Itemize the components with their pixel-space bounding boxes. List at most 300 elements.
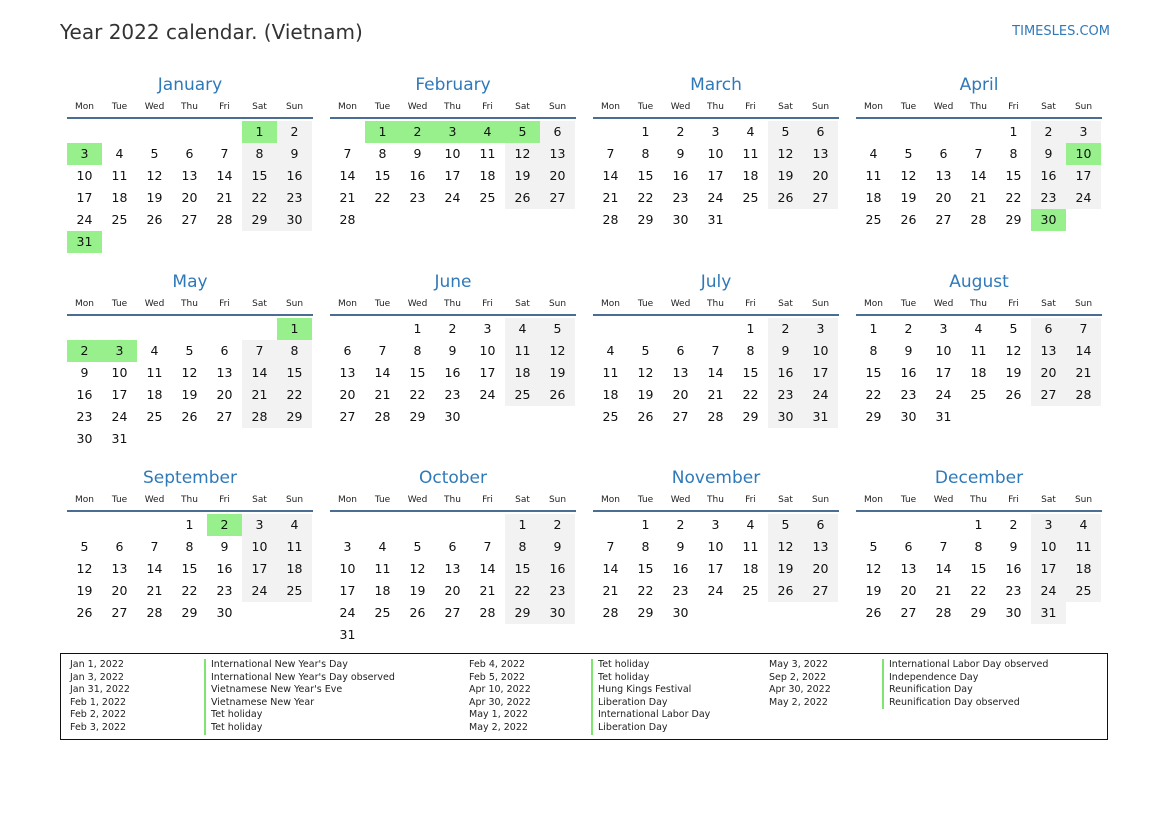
day-cell: 2 <box>540 514 575 536</box>
day-cell: 19 <box>768 165 803 187</box>
day-cell: 25 <box>374 605 391 620</box>
day-cell: 29 <box>181 605 198 620</box>
day-cell: 20 <box>900 583 917 598</box>
day-empty <box>663 318 698 340</box>
day-cell: 20 <box>111 583 128 598</box>
day-cell: 2 <box>676 124 685 139</box>
weekday-label: Fri <box>745 299 756 309</box>
month-name: July <box>700 272 732 292</box>
day-empty <box>891 514 926 536</box>
day-cell: 15 <box>409 365 426 380</box>
weekday-label: Mon <box>864 495 883 505</box>
day-cell: 27 <box>540 187 575 209</box>
holiday-legend <box>60 653 1108 740</box>
weekday-label: Fri <box>482 299 493 309</box>
legend-holiday-name: International New Year's Day <box>204 659 395 672</box>
weekday-label: Thu <box>707 102 724 112</box>
day-cell: 28 <box>602 212 619 227</box>
weekday-label: Wed <box>933 299 954 309</box>
day-cell: 22 <box>374 190 391 205</box>
weekday-label: Mon <box>601 299 620 309</box>
day-cell: 11 <box>505 340 540 362</box>
day-cell: 20 <box>339 387 356 402</box>
day-cell: 22 <box>181 583 198 598</box>
legend-date: Jan 1, 2022 <box>70 659 124 670</box>
week-row <box>330 143 576 165</box>
day-cell: 30 <box>672 212 689 227</box>
weekday-label: Fri <box>219 495 230 505</box>
day-empty <box>207 121 242 143</box>
day-holiday: 5 <box>505 121 540 143</box>
day-cell: 20 <box>181 190 198 205</box>
weekday-label: Fri <box>1008 299 1019 309</box>
day-cell: 16 <box>216 561 233 576</box>
day-cell: 19 <box>1005 365 1022 380</box>
day-cell: 6 <box>1031 318 1066 340</box>
day-cell: 16 <box>768 362 803 384</box>
weekday-label: Fri <box>1008 495 1019 505</box>
legend-holiday-name: Tet holiday <box>591 659 710 672</box>
weekday-header <box>67 294 313 316</box>
week-row <box>67 121 313 143</box>
weekday-label: Thu <box>181 102 198 112</box>
day-cell: 4 <box>746 124 755 139</box>
day-cell: 28 <box>970 212 987 227</box>
weekday-label: Mon <box>75 495 94 505</box>
day-cell: 24 <box>76 212 93 227</box>
day-cell: 21 <box>216 190 233 205</box>
weekday-header <box>593 490 839 512</box>
day-cell: 9 <box>80 365 89 380</box>
week-row <box>856 143 1102 165</box>
day-cell: 11 <box>479 146 496 161</box>
day-empty <box>891 121 926 143</box>
legend-holiday-name: Hung Kings Festival <box>591 684 710 697</box>
legend-date: Feb 2, 2022 <box>70 709 127 721</box>
day-empty <box>926 514 961 536</box>
month-august <box>856 270 1102 428</box>
weekday-label: Sun <box>285 102 304 112</box>
day-holiday: 4 <box>470 121 505 143</box>
day-cell: 20 <box>803 558 838 580</box>
day-cell: 14 <box>374 365 391 380</box>
day-cell: 11 <box>374 561 391 576</box>
day-empty <box>593 121 628 143</box>
day-cell: 24 <box>111 409 128 424</box>
day-cell: 28 <box>339 212 356 227</box>
day-cell: 26 <box>900 212 917 227</box>
day-cell: 27 <box>444 605 461 620</box>
day-cell: 25 <box>277 580 312 602</box>
week-row <box>330 121 576 143</box>
site-link[interactable]: TIMESLES.COM <box>1012 24 1110 39</box>
week-row <box>67 384 313 406</box>
day-holiday: 1 <box>365 121 400 143</box>
week-row <box>593 121 839 143</box>
month-may <box>67 270 313 450</box>
weekday-label: Sat <box>1041 495 1056 505</box>
day-cell: 12 <box>540 340 575 362</box>
day-cell: 15 <box>242 165 277 187</box>
legend-holiday-name: Independence Day <box>882 672 1048 685</box>
day-cell: 22 <box>277 384 312 406</box>
day-cell: 16 <box>277 165 312 187</box>
day-cell: 1 <box>974 517 983 532</box>
day-cell: 8 <box>869 343 878 358</box>
legend-holiday-name: Liberation Day <box>591 722 710 735</box>
legend-date: Apr 30, 2022 <box>769 684 831 696</box>
day-cell: 12 <box>181 365 198 380</box>
month-october <box>330 466 576 646</box>
day-cell: 21 <box>707 387 724 402</box>
day-empty <box>365 514 400 536</box>
day-cell: 25 <box>742 190 759 205</box>
legend-holiday-name: Vietnamese New Year <box>204 697 395 710</box>
day-empty <box>435 514 470 536</box>
day-cell: 7 <box>939 539 948 554</box>
day-cell: 2 <box>277 121 312 143</box>
day-cell: 6 <box>803 121 838 143</box>
week-row <box>593 318 839 340</box>
week-row <box>856 514 1102 536</box>
day-cell: 8 <box>378 146 387 161</box>
day-cell: 12 <box>900 168 917 183</box>
day-cell: 14 <box>146 561 163 576</box>
day-cell: 17 <box>707 561 724 576</box>
day-empty <box>365 318 400 340</box>
day-empty <box>67 514 102 536</box>
day-cell: 5 <box>80 539 89 554</box>
week-row <box>593 406 839 428</box>
day-cell: 30 <box>444 409 461 424</box>
day-cell: 13 <box>803 536 838 558</box>
day-cell: 22 <box>505 580 540 602</box>
week-row <box>593 362 839 384</box>
weekday-label: Tue <box>111 495 128 505</box>
day-cell: 24 <box>707 583 724 598</box>
day-cell: 9 <box>540 536 575 558</box>
weekday-label: Sat <box>515 102 530 112</box>
weekday-label: Sun <box>1074 102 1093 112</box>
weekday-label: Sun <box>811 299 830 309</box>
week-row <box>67 580 313 602</box>
day-cell: 6 <box>185 146 194 161</box>
day-cell: 12 <box>865 561 882 576</box>
day-cell: 4 <box>974 321 983 336</box>
month-september <box>67 466 313 624</box>
day-cell: 5 <box>641 343 650 358</box>
day-cell: 5 <box>904 146 913 161</box>
day-cell: 22 <box>242 187 277 209</box>
day-cell: 9 <box>904 343 913 358</box>
day-empty <box>102 318 137 340</box>
weekday-label: Thu <box>707 495 724 505</box>
week-row <box>330 536 576 558</box>
day-cell: 8 <box>974 539 983 554</box>
day-cell: 22 <box>637 583 654 598</box>
day-cell: 1 <box>185 517 194 532</box>
weekday-label: Thu <box>181 299 198 309</box>
day-empty <box>207 318 242 340</box>
day-empty <box>593 318 628 340</box>
weekday-label: Tue <box>900 102 917 112</box>
day-cell: 17 <box>111 387 128 402</box>
day-cell: 4 <box>115 146 124 161</box>
day-cell: 29 <box>505 602 540 624</box>
day-cell: 8 <box>746 343 755 358</box>
day-cell: 28 <box>479 605 496 620</box>
weekday-label: Mon <box>75 102 94 112</box>
weekday-header <box>67 490 313 512</box>
day-cell: 7 <box>483 539 492 554</box>
month-name: August <box>949 272 1009 292</box>
day-cell: 1 <box>1009 124 1018 139</box>
day-cell: 14 <box>707 365 724 380</box>
week-row <box>856 165 1102 187</box>
day-cell: 2 <box>676 517 685 532</box>
day-cell: 21 <box>970 190 987 205</box>
day-empty <box>172 121 207 143</box>
day-cell: 20 <box>672 387 689 402</box>
week-row <box>330 558 576 580</box>
day-cell: 27 <box>803 187 838 209</box>
day-cell: 29 <box>742 409 759 424</box>
day-cell: 21 <box>1066 362 1101 384</box>
day-cell: 26 <box>76 605 93 620</box>
month-november <box>593 466 839 624</box>
day-cell: 18 <box>277 558 312 580</box>
day-cell: 30 <box>540 602 575 624</box>
day-cell: 15 <box>505 558 540 580</box>
day-cell: 7 <box>150 539 159 554</box>
weekday-label: Wed <box>933 495 954 505</box>
legend-date: Apr 30, 2022 <box>469 696 531 708</box>
weekday-label: Tue <box>111 299 128 309</box>
day-holiday: 3 <box>435 121 470 143</box>
week-row <box>856 209 1102 231</box>
day-cell: 3 <box>803 318 838 340</box>
day-cell: 27 <box>339 409 356 424</box>
weekday-label: Fri <box>745 102 756 112</box>
day-cell: 28 <box>1066 384 1101 406</box>
day-cell: 17 <box>1066 165 1101 187</box>
day-cell: 10 <box>803 340 838 362</box>
day-cell: 16 <box>409 168 426 183</box>
week-row <box>330 580 576 602</box>
weekday-label: Thu <box>970 299 987 309</box>
day-cell: 19 <box>540 362 575 384</box>
day-cell: 16 <box>1005 561 1022 576</box>
weekday-label: Tue <box>374 495 391 505</box>
day-cell: 13 <box>216 365 233 380</box>
day-cell: 26 <box>146 212 163 227</box>
weekday-label: Wed <box>407 495 428 505</box>
day-cell: 21 <box>602 190 619 205</box>
week-row <box>330 318 576 340</box>
day-cell: 17 <box>803 362 838 384</box>
day-cell: 23 <box>672 583 689 598</box>
weekday-label: Sat <box>252 299 267 309</box>
weekday-label: Tue <box>637 299 654 309</box>
day-empty <box>330 514 365 536</box>
day-cell: 17 <box>935 365 952 380</box>
day-cell: 7 <box>343 146 352 161</box>
day-cell: 9 <box>413 146 422 161</box>
day-cell: 16 <box>76 387 93 402</box>
day-cell: 9 <box>1031 143 1066 165</box>
day-cell: 15 <box>637 561 654 576</box>
week-row <box>856 318 1102 340</box>
day-cell: 8 <box>242 143 277 165</box>
weekday-label: Mon <box>75 299 94 309</box>
day-cell: 11 <box>602 365 619 380</box>
legend-date: Apr 10, 2022 <box>469 684 531 696</box>
day-cell: 29 <box>409 409 426 424</box>
week-row <box>67 536 313 558</box>
day-empty <box>137 318 172 340</box>
day-empty <box>856 514 891 536</box>
legend-holiday-name: Tet holiday <box>204 709 395 722</box>
day-cell: 7 <box>1066 318 1101 340</box>
day-cell: 16 <box>1031 165 1066 187</box>
day-cell: 4 <box>746 517 755 532</box>
day-cell: 10 <box>444 146 461 161</box>
day-cell: 31 <box>339 627 356 642</box>
day-cell: 3 <box>1031 514 1066 536</box>
day-cell: 9 <box>448 343 457 358</box>
day-cell: 1 <box>746 321 755 336</box>
weekday-label: Sun <box>548 299 567 309</box>
month-name: January <box>157 75 223 95</box>
day-cell: 14 <box>339 168 356 183</box>
day-cell: 7 <box>974 146 983 161</box>
day-cell: 6 <box>803 514 838 536</box>
day-cell: 3 <box>711 517 720 532</box>
week-row <box>856 406 1102 428</box>
week-row <box>593 340 839 362</box>
day-cell: 29 <box>637 212 654 227</box>
day-cell: 12 <box>409 561 426 576</box>
legend-names-column <box>204 659 395 735</box>
day-cell: 17 <box>76 190 93 205</box>
day-empty <box>926 121 961 143</box>
day-holiday: 10 <box>1066 143 1101 165</box>
day-cell: 14 <box>935 561 952 576</box>
day-cell: 10 <box>707 539 724 554</box>
week-row <box>593 602 839 624</box>
day-cell: 28 <box>707 409 724 424</box>
day-cell: 7 <box>606 539 615 554</box>
weekday-label: Wed <box>144 102 165 112</box>
day-cell: 30 <box>277 209 312 231</box>
week-row <box>67 231 313 253</box>
day-cell: 18 <box>374 583 391 598</box>
day-cell: 15 <box>277 362 312 384</box>
day-cell: 8 <box>641 146 650 161</box>
day-cell: 16 <box>540 558 575 580</box>
weekday-label: Tue <box>900 299 917 309</box>
weekday-label: Wed <box>144 299 165 309</box>
day-cell: 3 <box>242 514 277 536</box>
weekday-label: Sat <box>515 299 530 309</box>
weekday-label: Thu <box>707 299 724 309</box>
week-row <box>593 558 839 580</box>
month-july <box>593 270 839 428</box>
day-cell: 18 <box>742 168 759 183</box>
day-cell: 8 <box>185 539 194 554</box>
week-row <box>856 121 1102 143</box>
week-row <box>330 209 576 231</box>
week-row <box>330 340 576 362</box>
day-empty <box>137 514 172 536</box>
day-cell: 16 <box>900 365 917 380</box>
day-cell: 10 <box>707 146 724 161</box>
day-cell: 25 <box>111 212 128 227</box>
day-cell: 12 <box>1005 343 1022 358</box>
weekday-header <box>856 490 1102 512</box>
day-cell: 4 <box>1066 514 1101 536</box>
weekday-label: Fri <box>482 102 493 112</box>
week-row <box>67 318 313 340</box>
day-cell: 15 <box>1005 168 1022 183</box>
weekday-label: Sun <box>285 299 304 309</box>
legend-holiday-name: Reunification Day <box>882 684 1048 697</box>
day-cell: 22 <box>865 387 882 402</box>
day-cell: 24 <box>935 387 952 402</box>
weekday-label: Sun <box>1074 299 1093 309</box>
week-row <box>330 187 576 209</box>
day-cell: 19 <box>768 558 803 580</box>
day-holiday: 2 <box>207 514 242 536</box>
day-cell: 14 <box>970 168 987 183</box>
day-cell: 19 <box>146 190 163 205</box>
day-empty <box>102 514 137 536</box>
day-cell: 29 <box>865 409 882 424</box>
day-cell: 27 <box>803 580 838 602</box>
week-row <box>593 514 839 536</box>
day-cell: 22 <box>409 387 426 402</box>
day-cell: 11 <box>146 365 163 380</box>
day-cell: 23 <box>409 190 426 205</box>
weekday-label: Sat <box>778 299 793 309</box>
day-cell: 23 <box>672 190 689 205</box>
legend-date: May 2, 2022 <box>469 721 528 733</box>
day-cell: 11 <box>277 536 312 558</box>
weekday-label: Fri <box>745 495 756 505</box>
day-cell: 18 <box>111 190 128 205</box>
day-cell: 26 <box>409 605 426 620</box>
weekday-label: Fri <box>1008 102 1019 112</box>
day-cell: 13 <box>444 561 461 576</box>
day-cell: 21 <box>479 583 496 598</box>
weekday-label: Sun <box>285 495 304 505</box>
day-cell: 26 <box>540 384 575 406</box>
day-cell: 4 <box>150 343 159 358</box>
day-cell: 27 <box>900 605 917 620</box>
day-holiday: 2 <box>67 340 102 362</box>
weekday-header <box>856 294 1102 316</box>
day-cell: 6 <box>676 343 685 358</box>
day-cell: 5 <box>540 318 575 340</box>
day-cell: 20 <box>1031 362 1066 384</box>
month-february <box>330 73 576 231</box>
day-cell: 10 <box>935 343 952 358</box>
day-cell: 29 <box>242 209 277 231</box>
week-row <box>330 624 576 646</box>
week-row <box>593 187 839 209</box>
day-cell: 20 <box>540 165 575 187</box>
weekday-label: Mon <box>601 495 620 505</box>
